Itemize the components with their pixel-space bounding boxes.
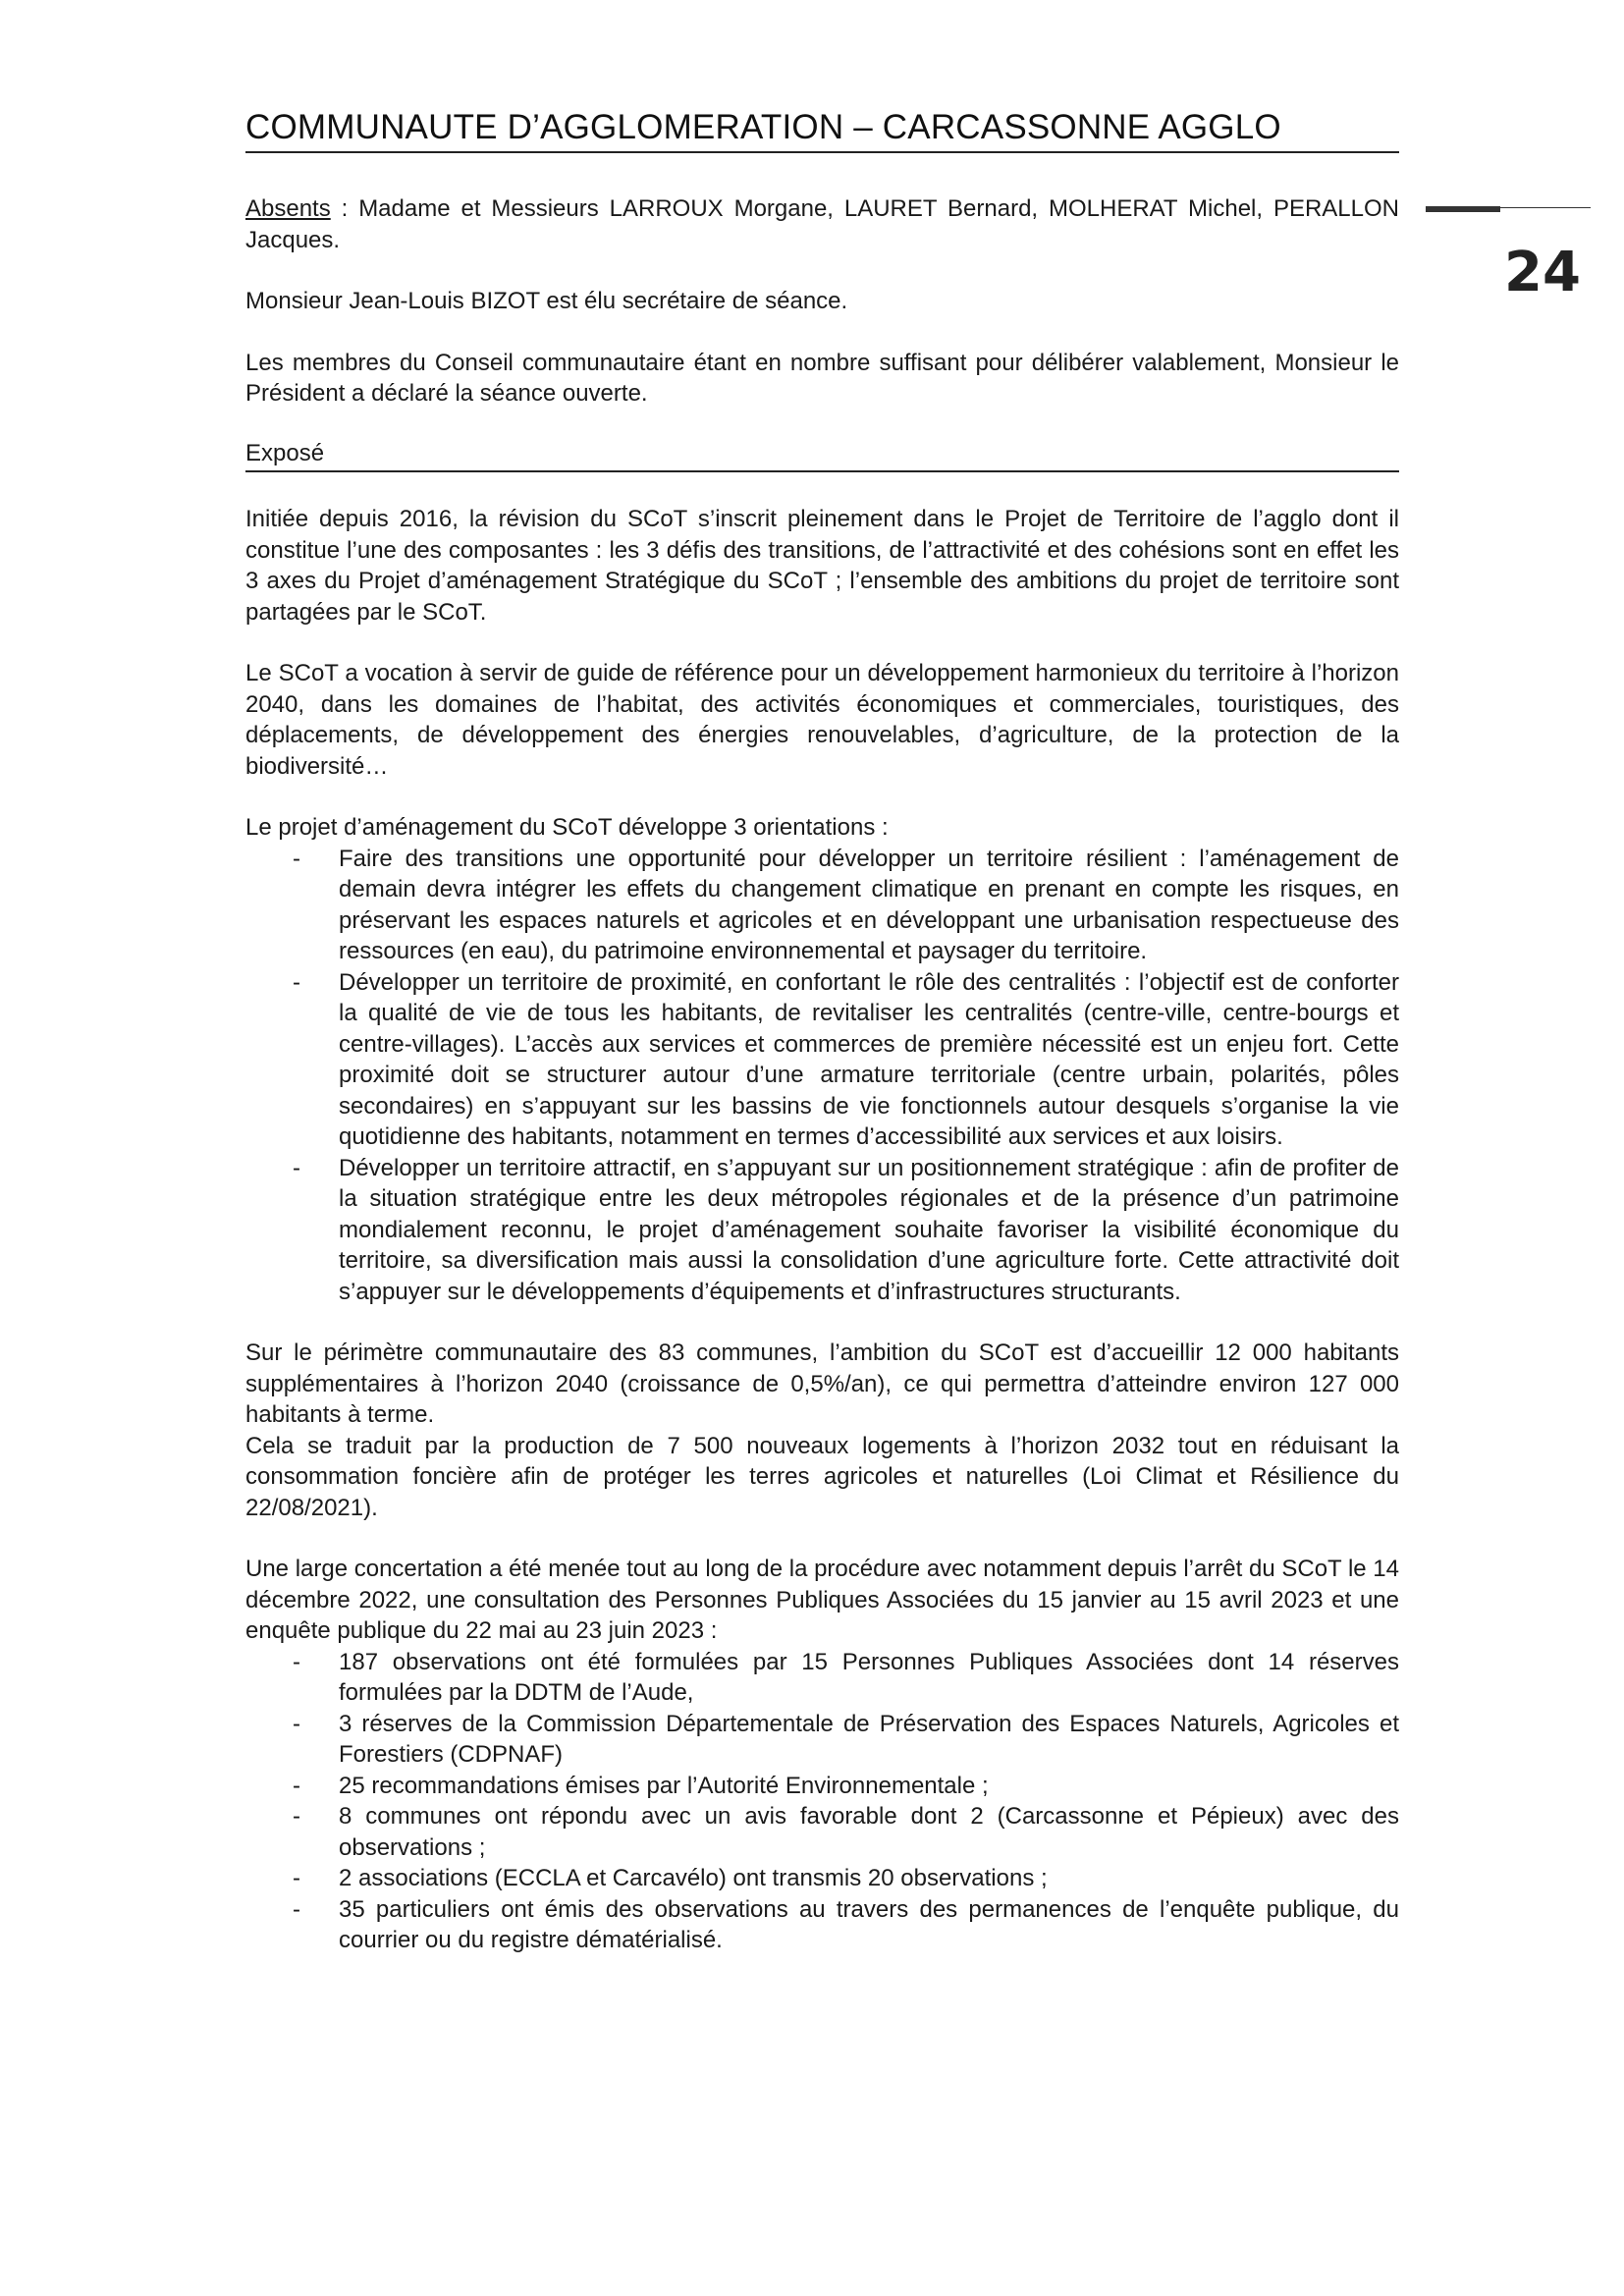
paragraph-scot-revision: Initiée depuis 2016, la révision du SCoT s’inscrit pleinement dans le Projet de Territoire de l’agglo dont il constitue l’une des composantes : les 3 défis des transitions, de l’attractivité et des cohésions sont en effet les 3 axes du Projet d’aménagement Stratégique du SCoT ; l’ensemble des ambitions du projet de territoire sont partagées par le SCoT.: [245, 506, 1399, 626]
page-number: 24: [1504, 241, 1581, 304]
list-item: - 35 particuliers ont émis des observations au travers des permanences de l’enquête publique, du courrier ou du registre dématérialisé.: [293, 1895, 1399, 1953]
list-item: - 8 communes ont répondu avec un avis favorable dont 2 (Carcassonne et Pépieux) avec des observations ;: [293, 1803, 1399, 1861]
document-body: [245, 193, 1399, 1956]
orientations-list: [245, 844, 1399, 1308]
quorum-paragraph: Les membres du Conseil communautaire étant en nombre suffisant pour délibérer valablement, Monsieur le Président a déclaré la séance ouverte.: [245, 349, 1399, 407]
margin-mark: [1426, 206, 1500, 212]
list-item: - 3 réserves de la Commission Départementale de Préservation des Espaces Naturels, Agricoles et Forestiers (CDPNAF): [293, 1710, 1399, 1768]
absents-label: Absents: [245, 195, 331, 222]
bullet-dash: -: [293, 1772, 300, 1799]
absents-text: : Madame et Messieurs LARROUX Morgane, LAURET Bernard, MOLHERAT Michel, PERALLON Jacques.: [245, 195, 1399, 253]
paragraph-concertation-intro: Une large concertation a été menée tout au long de la procédure avec notamment depuis l’arrêt du SCoT le 14 décembre 2022, une consultation des Personnes Publiques Associées du 15 janvier au 15 avril 2023 et une enquête publique du 22 mai au 23 juin 2023 :: [245, 1556, 1399, 1644]
list-item: - Développer un territoire attractif, en s’appuyant sur un positionnement stratégique : afin de profiter de la situation stratégique entre les deux métropoles régionales et de la présence d’un patrimoine mondialement reconnu, le projet d’aménagement souhaite favoriser la visibilité économique du territoire, sa diversification mais aussi la consolidation d’une agriculture forte. Cette attractivité doit s’appuyer sur le développements d’équipements et d’infrastructures structurants.: [293, 1154, 1399, 1305]
list-item: - 187 observations ont été formulées par 15 Personnes Publiques Associées dont 14 réserves formulées par la DDTM de l’Aude,: [293, 1648, 1399, 1706]
bullet-dash: -: [293, 968, 300, 996]
paragraph-scot-vocation: Le SCoT a vocation à servir de guide de référence pour un développement harmonieux du territoire à l’horizon 2040, dans les domaines de l’habitat, des activités économiques et commerciales, touristiques, des déplacements, de développement des énergies renouvelables, d’agriculture, de la protection de la biodiversité…: [245, 660, 1399, 780]
secretary-paragraph: Monsieur Jean-Louis BIZOT est élu secrétaire de séance.: [245, 288, 848, 314]
bullet-dash: -: [293, 1710, 300, 1737]
bullet-dash: -: [293, 1865, 300, 1891]
list-item: - 25 recommandations émises par l’Autorité Environnementale ;: [245, 1771, 1399, 1802]
bullet-dash: -: [293, 1803, 300, 1830]
paragraph-logements: Cela se traduit par la production de 7 500 nouveaux logements à l’horizon 2032 tout en réduisant la consommation foncière afin de protéger les terres agricoles et naturelles (Loi Climat et Résilience du 22/08/2021).: [245, 1432, 1399, 1521]
bullet-dash: -: [293, 1648, 300, 1675]
section-title: Exposé: [245, 438, 1399, 473]
consultation-list: [245, 1647, 1399, 1956]
list-item: - Faire des transitions une opportunité pour développer un territoire résilient : l’aménagement de demain devra intégrer les effets du changement climatique en prenant en compte les risques, en préservant les espaces naturels et agricoles et en développant une urbanisation respectueuse des ressources (en eau), du patrimoine environnemental et paysager du territoire.: [293, 845, 1399, 964]
bullet-dash: -: [293, 845, 300, 872]
page-header: COMMUNAUTE D’AGGLOMERATION – CARCASSONNE AGGLO: [245, 106, 1399, 153]
list-item: - Développer un territoire de proximité, en confortant le rôle des centralités : l’objectif est de conforter la qualité de vie de tous les habitants, de revitaliser les centralités (centre-ville, centre-bourgs et centre-villages). L’accès aux services et commerces de première nécessité est un enjeu fort. Cette proximité doit se structurer autour d’une armature territoriale (centre urbain, polarités, pôles secondaires) en s’appuyant sur les bassins de vie fonctionnels autour desquels s’organise la vie quotidienne des habitants, notamment en termes d’accessibilité aux services et aux loisirs.: [293, 968, 1399, 1150]
list-item: - 2 associations (ECCLA et Carcavélo) ont transmis 20 observations ;: [245, 1863, 1399, 1894]
bullet-dash: -: [293, 1895, 300, 1923]
absents-paragraph: [245, 193, 1399, 255]
paragraph-orientations-intro: Le projet d’aménagement du SCoT développe 3 orientations :: [245, 814, 889, 841]
paragraph-ambition: Sur le périmètre communautaire des 83 communes, l’ambition du SCoT est d’accueillir 12 000 habitants supplémentaires à l’horizon 2040 (croissance de 0,5%/an), ce qui permettra d’atteindre environ 127 000 habitants à terme.: [245, 1339, 1399, 1428]
bullet-dash: -: [293, 1154, 300, 1181]
